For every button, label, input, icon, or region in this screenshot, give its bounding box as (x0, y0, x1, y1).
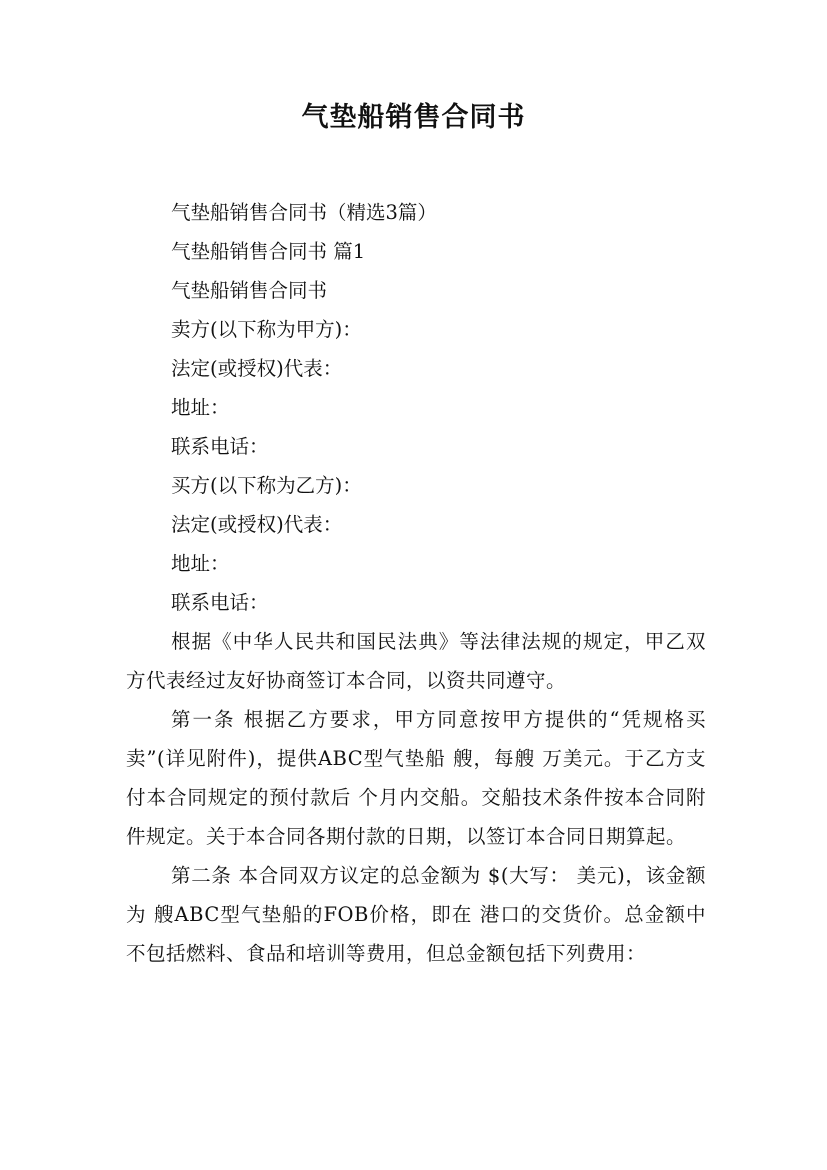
seller-address-line: 地址： (171, 396, 230, 419)
buyer-address-line: 地址： (171, 552, 230, 575)
contract-name-line: 气垫船销售合同书 (171, 279, 328, 302)
article-one-paragraph: 第一条 根据乙方要求，甲方同意按甲方提供的“凭规格买卖”(详见附件)，提供ABC型气垫船 艘，每艘 万美元。于乙方支付本合同规定的预付款后 个月内交船。交船技术条件按本合同附件规定。关于本合同各期付款的日期，以签订本合同日期算起。 (126, 708, 706, 848)
seller-phone-line: 联系电话： (171, 435, 269, 458)
preamble-paragraph: 根据《中华人民共和国民法典》等法律法规的规定，甲乙双方代表经过友好协商签订本合同，以资共同遵守。 (126, 630, 706, 692)
document-body (126, 193, 706, 973)
seller-representative-line: 法定(或授权)代表： (171, 357, 343, 380)
buyer-phone-line: 联系电话： (171, 591, 269, 614)
document-title: 气垫船销售合同书 (301, 102, 526, 133)
seller-line: 卖方(以下称为甲方)： (171, 318, 362, 341)
article-two-paragraph: 第二条 本合同双方议定的总金额为 $(大写： 美元)，该金额为 艘ABC型气垫船的FOB价格，即在 港口的交货价。总金额中不包括燃料、食品和培训等费用，但总金额包括下列费用： (126, 864, 706, 965)
buyer-representative-line: 法定(或授权)代表： (171, 513, 343, 536)
subtitle-line: 气垫船销售合同书（精选3篇） (171, 201, 437, 224)
section-heading: 气垫船销售合同书 篇1 (171, 240, 366, 263)
buyer-line: 买方(以下称为乙方)： (171, 474, 362, 497)
